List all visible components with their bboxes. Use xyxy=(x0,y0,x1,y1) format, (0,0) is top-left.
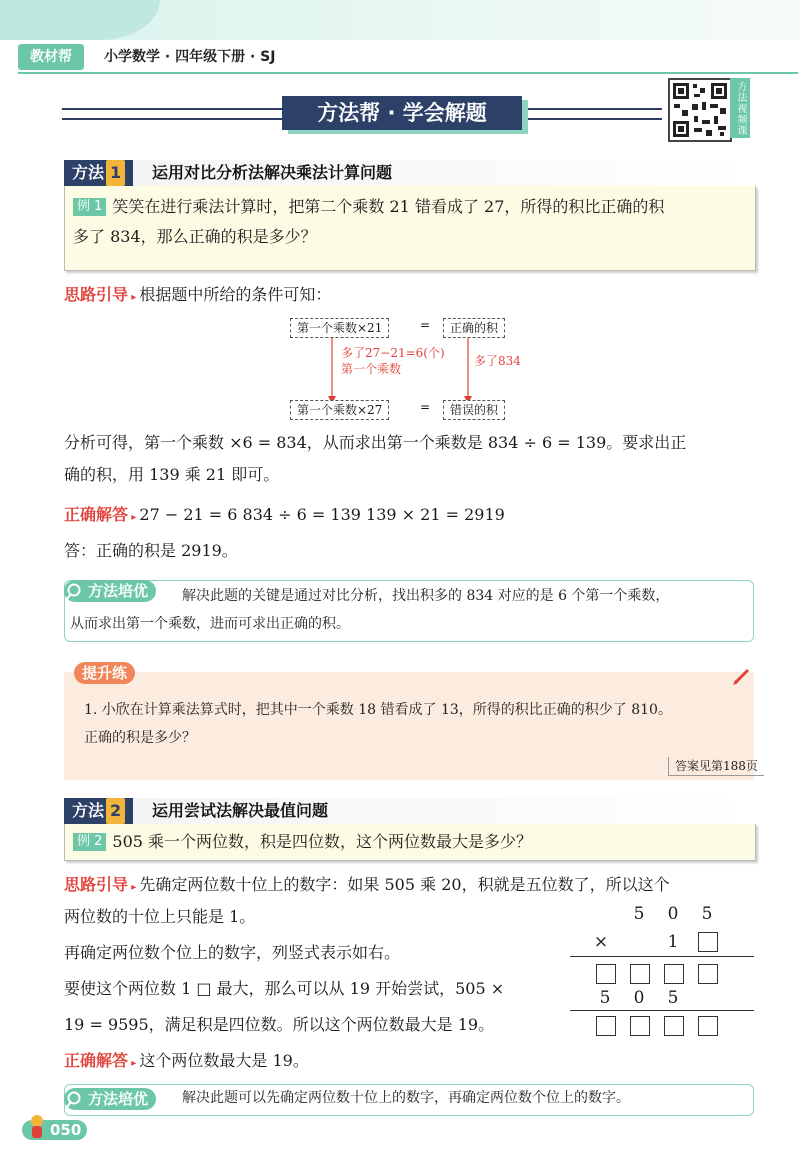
calc-row4-digit2: 0 xyxy=(633,988,645,1008)
method2-label: 方法 xyxy=(72,801,105,820)
analysis-line2: 确的积，用 139 乘 21 即可。 xyxy=(64,465,280,484)
guide2-label: 思路引导 xyxy=(64,875,129,894)
calc-blank-box xyxy=(698,932,718,952)
tip2-label: 方法培优 xyxy=(88,1090,149,1108)
calc-row1-digit1: 5 xyxy=(633,904,645,924)
method2-title: 运用尝试法解决最值问题 xyxy=(152,801,329,820)
answer1-text: 27 − 21 = 6 834 ÷ 6 = 139 139 × 21 = 2919 xyxy=(139,505,505,524)
method1-label: 方法 xyxy=(72,163,105,182)
tip1-label: 方法培优 xyxy=(88,582,149,600)
guide1-text: 根据题中所给的条件可知： xyxy=(139,285,332,304)
diagram-note-left1: 多了27−21=6(个) xyxy=(341,346,445,360)
section-banner: 方法帮 · 学会解题 xyxy=(282,96,522,130)
calc-blank-box xyxy=(698,964,718,984)
calc-row1-digit2: 0 xyxy=(667,904,679,924)
calc-blank-box xyxy=(596,1016,616,1036)
guide2-line5: 19 = 9595，满足积是四位数。所以这个两位数最大是 19。 xyxy=(64,1015,495,1034)
guide2-line1: 先确定两位数十位上的数字：如果 505 乘 20，积就是五位数了，所以这个 xyxy=(139,875,670,894)
method1-title: 运用对比分析法解决乘法计算问题 xyxy=(152,163,393,182)
diagram-note-right: 多了834 xyxy=(474,354,521,368)
qr-code[interactable] xyxy=(668,78,732,142)
diagram-bottom-eq: = xyxy=(420,400,431,414)
book-tag: 教材帮 xyxy=(18,44,84,70)
example1-box xyxy=(64,186,756,271)
practice-tag: 提升练 xyxy=(74,662,135,684)
answer2-text: 这个两位数最大是 19。 xyxy=(139,1051,309,1070)
footer-note xyxy=(88,1121,123,1139)
answer1-label: 正确解答 xyxy=(64,505,129,524)
example1-line1 xyxy=(65,186,755,222)
calc-line1 xyxy=(570,956,754,957)
example2-box xyxy=(64,824,756,861)
guide2-line3: 再确定两位数个位上的数字，列竖式表示如右。 xyxy=(64,943,401,962)
calc-row2-digit: 1 xyxy=(667,932,679,952)
analysis-line1: 分析可得，第一个乘数 ×6 = 834，从而求出第一个乘数是 834 ÷ 6 = 139。要求出正 xyxy=(64,433,687,452)
method2-tag xyxy=(64,798,133,824)
tip1-line1: 解决此题的关键是通过对比分析，找出积多的 834 对应的是 6 个第一个乘数， xyxy=(182,588,670,604)
practice-q-line1: 1. 小欣在计算乘法算式时，把其中一个乘数 18 错看成了 13，所得的积比正确的积少了 810。 xyxy=(84,702,672,718)
answer2-label: 正确解答 xyxy=(64,1051,129,1070)
calc-blank-box xyxy=(630,964,650,984)
tip2-text: 解决此题可以先确定两位数十位上的数字，再确定两位数个位上的数字。 xyxy=(182,1090,630,1106)
magnifier-icon xyxy=(66,582,84,600)
mascot-icon xyxy=(26,1112,48,1140)
example1-line2: 多了 834，那么正确的积是多少？ xyxy=(73,227,317,246)
calc-blank-box xyxy=(664,1016,684,1036)
example2-text: 505 乘一个两位数，积是四位数，这个两位数最大是多少？ xyxy=(112,832,533,851)
calc-row1-digit3: 5 xyxy=(701,904,713,924)
diagram-top-left: 第一个乘数×21 xyxy=(290,318,389,338)
calc-blank-box xyxy=(698,1016,718,1036)
guide1-arrow-icon: ▸ xyxy=(128,292,140,303)
pencil-icon xyxy=(732,666,752,686)
method1-tag xyxy=(64,160,133,186)
diagram-note-left2: 第一个乘数 xyxy=(341,362,402,376)
guide2-arrow-icon: ▸ xyxy=(128,882,140,893)
calc-row4-digit3: 5 xyxy=(667,988,679,1008)
answer1-final: 答：正确的积是 2919。 xyxy=(64,541,238,560)
practice-q-line2: 正确的积是多少？ xyxy=(84,730,196,746)
qr-label: 方法视频课 xyxy=(730,78,750,138)
example1-tag: 例 1 xyxy=(73,198,106,216)
calc-blank-box xyxy=(664,964,684,984)
diagram-top-eq: = xyxy=(420,318,431,332)
calc-blank-box xyxy=(630,1016,650,1036)
answer2-arrow-icon: ▸ xyxy=(128,1058,140,1069)
guide2-line2: 两位数的十位上只能是 1。 xyxy=(64,907,256,926)
calc-times-sign: × xyxy=(593,932,609,952)
footer-note1: 上课认真听 xyxy=(88,1121,123,1129)
answer2-row xyxy=(64,1046,309,1078)
guide2-row xyxy=(64,870,670,902)
diagram-bottom-left: 第一个乘数×27 xyxy=(290,400,389,420)
calc-blank-box xyxy=(596,964,616,984)
calc-row4-digit1: 5 xyxy=(599,988,611,1008)
method2-number: 2 xyxy=(106,798,125,824)
example1-text1: 笑笑在进行乘法计算时，把第二个乘数 21 错看成了 27，所得的积比正确的积 xyxy=(112,197,665,216)
answer1-row xyxy=(64,500,505,532)
example2-tag: 例 2 xyxy=(73,833,106,851)
vertical-calc xyxy=(570,900,760,1040)
diagram-bottom-right: 错误的积 xyxy=(443,400,505,420)
example2-line xyxy=(65,824,755,857)
footer-note2: 下课勤思考 xyxy=(88,1130,123,1138)
guide1-label: 思路引导 xyxy=(64,285,129,304)
calc-line2 xyxy=(570,1010,754,1011)
guide1-row xyxy=(64,280,331,312)
guide2-line4: 要使这个两位数 1 □ 最大，那么可以从 19 开始尝试，505 × xyxy=(64,979,505,998)
magnifier-icon xyxy=(66,1090,84,1108)
page-number: 050 xyxy=(50,1121,82,1139)
answer1-arrow-icon: ▸ xyxy=(128,512,140,523)
tip1-line2: 从而求出第一个乘数，进而可求出正确的积。 xyxy=(70,616,350,632)
header-rule xyxy=(18,72,798,74)
practice-answer-ref: 答案见第188页 xyxy=(668,757,764,776)
method1-number: 1 xyxy=(106,160,125,186)
qr-code-icon xyxy=(670,80,730,140)
diagram-top-right: 正确的积 xyxy=(443,318,505,338)
book-title: 小学数学 · 四年级下册 · SJ xyxy=(104,49,276,65)
